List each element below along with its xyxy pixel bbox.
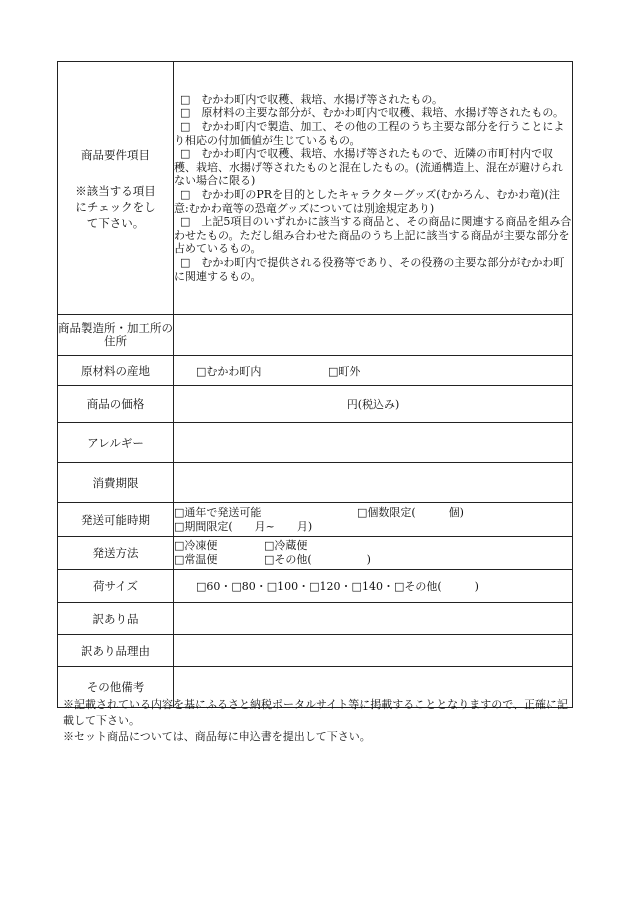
shipping-method-row bbox=[58, 537, 573, 570]
origin-options bbox=[174, 356, 573, 386]
price-label: 商品の価格 bbox=[58, 386, 174, 423]
shipping-period-row bbox=[58, 503, 573, 537]
package-size-row bbox=[58, 570, 573, 603]
shipping-method-label: 発送方法 bbox=[58, 537, 174, 570]
requirements-list bbox=[174, 62, 573, 315]
requirement-item-5[interactable]: □ むかわ町のPRを目的としたキャラクターグッズ(むかろん、むかわ竜)(注意:むかわ竜等の恐竜グッズについては別途規定あり) bbox=[174, 188, 560, 215]
origin-option-inside[interactable]: □むかわ町内 bbox=[196, 364, 262, 378]
origin-option-outside[interactable]: □町外 bbox=[328, 364, 361, 378]
shipping-period-label: 発送可能時期 bbox=[58, 503, 174, 537]
requirement-item-6[interactable]: □ 上記5項目のいずれかに該当する商品と、その商品に関連する商品を組み合わせたもの。ただし組み合わせた商品のうち上記に該当する商品が主要な部分を占めているもの。 bbox=[174, 215, 572, 256]
shipping-period-options bbox=[174, 503, 573, 537]
price-input[interactable]: 円(税込み) bbox=[174, 386, 573, 423]
shipping-ambient-option[interactable]: □常温便 bbox=[174, 553, 218, 566]
outlet-reason-input[interactable] bbox=[174, 635, 573, 667]
requirement-item-4[interactable]: □ むかわ町内で収穫、栽培、水揚げ等されたもので、近隣の市町村内で収穫、栽培、水揚げ等されたものと混在したもの。(流通構造上、混在が避けられない場合に限る) bbox=[174, 147, 563, 188]
expiry-row bbox=[58, 463, 573, 503]
outlet-row bbox=[58, 603, 573, 635]
requirements-label-cell bbox=[58, 62, 174, 315]
shipping-limited-period-option[interactable]: □期間限定( 月~ 月) bbox=[174, 519, 313, 533]
expiry-label: 消費期限 bbox=[58, 463, 174, 503]
shipping-method-options bbox=[174, 537, 573, 570]
requirement-item-1[interactable]: □ むかわ町内で収穫、栽培、水揚げ等されたもの。 bbox=[180, 92, 443, 106]
footnotes bbox=[63, 697, 573, 745]
shipping-limited-quantity-option[interactable]: □個数限定( 個) bbox=[357, 505, 464, 519]
expiry-input[interactable] bbox=[174, 463, 573, 503]
package-size-options[interactable]: □60・□80・□100・□120・□140・□その他( ) bbox=[174, 570, 573, 603]
remarks-label: その他備考 bbox=[58, 667, 174, 708]
allergy-label: アレルギー bbox=[58, 423, 174, 463]
outlet-input[interactable] bbox=[174, 603, 573, 635]
requirements-label: 商品要件項目 bbox=[81, 147, 150, 162]
outlet-label: 訳あり品 bbox=[58, 603, 174, 635]
form-table bbox=[57, 61, 573, 708]
shipping-year-round-option[interactable]: □通年で発送可能 bbox=[174, 505, 262, 519]
outlet-reason-row bbox=[58, 635, 573, 667]
requirement-item-7[interactable]: □ むかわ町内で提供される役務等であり、その役務の主要な部分がむかわ町に関連するもの。 bbox=[174, 255, 565, 283]
footnote-set-products: ※セット商品については、商品毎に申込書を提出して下さい。 bbox=[63, 730, 371, 743]
requirement-item-3[interactable]: □ むかわ町内で製造、加工、その他の工程のうち主要な部分を行うことにより相応の付加価値が生じているもの。 bbox=[174, 120, 565, 147]
outlet-reason-label: 訳あり品理由 bbox=[58, 635, 174, 667]
requirements-row bbox=[58, 62, 573, 315]
factory-row bbox=[58, 315, 573, 356]
package-size-label: 荷サイズ bbox=[58, 570, 174, 603]
factory-input[interactable] bbox=[174, 315, 573, 356]
price-row bbox=[58, 386, 573, 423]
shipping-frozen-option[interactable]: □冷凍便 bbox=[174, 539, 218, 552]
factory-label: 商品製造所・加工所の住所 bbox=[58, 315, 174, 356]
origin-label: 原材料の産地 bbox=[58, 356, 174, 386]
allergy-input[interactable] bbox=[174, 423, 573, 463]
requirements-note: ※該当する項目 にチェックをし て下さい。 bbox=[75, 183, 156, 230]
shipping-chilled-option[interactable]: □冷蔵便 bbox=[264, 539, 308, 552]
requirement-item-2[interactable]: □ 原材料の主要な部分が、むかわ町内で収穫、栽培、水揚げ等されたもの。 bbox=[180, 106, 564, 120]
footnote-posting: ※記載されている内容を基にふるさと納税ポータルサイト等に掲載することとなりますので、正確に記載して下さい。 bbox=[63, 698, 569, 727]
shipping-other-option[interactable]: □その他( ) bbox=[264, 553, 371, 566]
origin-row bbox=[58, 356, 573, 386]
allergy-row bbox=[58, 423, 573, 463]
application-form bbox=[57, 61, 573, 708]
